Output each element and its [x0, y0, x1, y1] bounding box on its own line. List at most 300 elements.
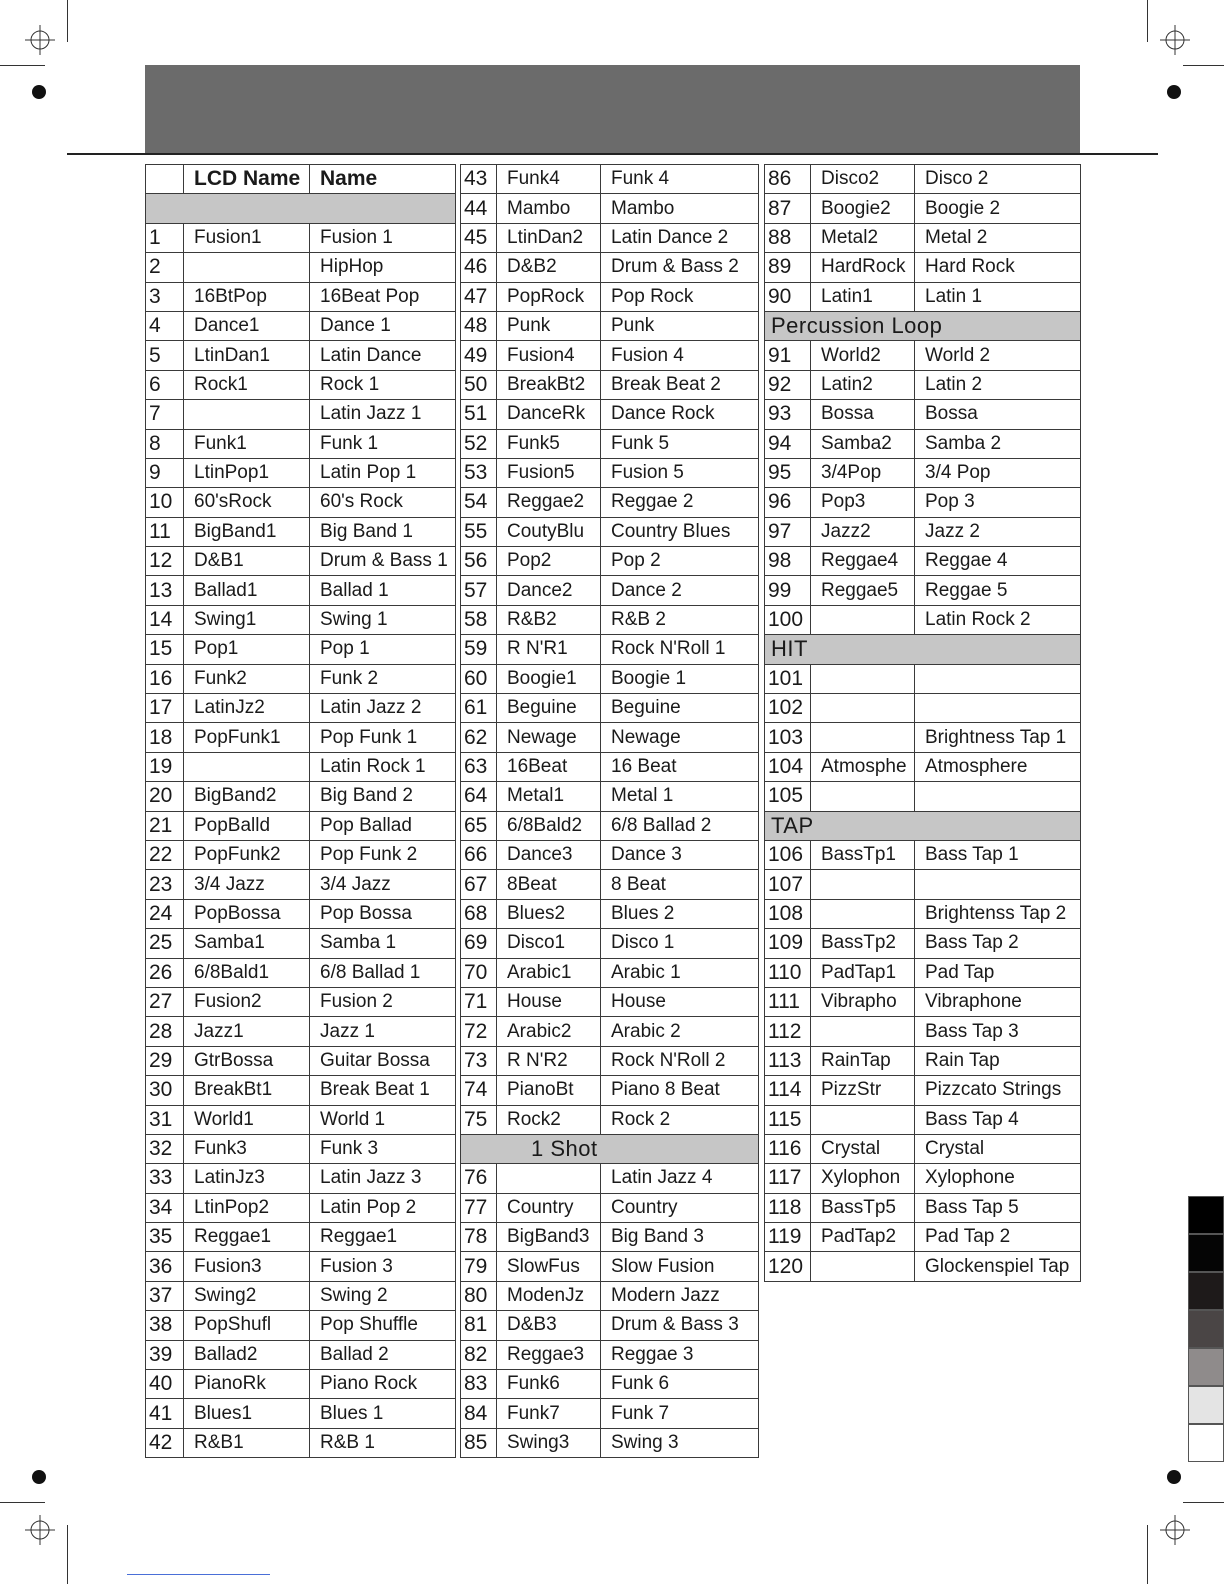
- table-row: [146, 1399, 456, 1428]
- table-row: [765, 1076, 1081, 1105]
- header-name: Name: [310, 165, 456, 194]
- style-number: 44: [461, 194, 497, 223]
- table-row: [765, 341, 1081, 370]
- lcd-name: Funk2: [184, 664, 310, 693]
- lcd-name: Disco1: [497, 929, 601, 958]
- registration-dot-icon: [1167, 85, 1181, 99]
- table-row: [765, 576, 1081, 605]
- crosshair-icon: [25, 1515, 55, 1545]
- section-row-1-shot: [461, 1134, 759, 1163]
- registration-dot-icon: [1167, 1470, 1181, 1484]
- style-number: 15: [146, 635, 184, 664]
- style-number: 29: [146, 1046, 184, 1075]
- lcd-name: Funk4: [497, 165, 601, 194]
- style-name: Arabic 1: [601, 958, 759, 987]
- table-row: [146, 899, 456, 928]
- style-name: Latin Pop 2: [310, 1193, 456, 1222]
- lcd-name: Samba2: [811, 429, 915, 458]
- lcd-name: R N'R1: [497, 635, 601, 664]
- style-name: 16Beat Pop: [310, 282, 456, 311]
- color-swatch: [1188, 1386, 1224, 1424]
- lcd-name: HardRock: [811, 253, 915, 282]
- table-row: [461, 1076, 759, 1105]
- lcd-name: Atmosphe: [811, 752, 915, 781]
- table-row: [146, 723, 456, 752]
- section-label: HIT: [765, 635, 1081, 664]
- table-row: [146, 1046, 456, 1075]
- color-swatch-strip: [1188, 1196, 1224, 1462]
- lcd-name: Bossa: [811, 400, 915, 429]
- style-number: 20: [146, 782, 184, 811]
- table-row: [461, 253, 759, 282]
- color-swatch: [1188, 1310, 1224, 1348]
- table-row: [765, 223, 1081, 252]
- lcd-name: LtinPop2: [184, 1193, 310, 1222]
- lcd-name: Disco2: [811, 165, 915, 194]
- style-name: Disco 2: [915, 165, 1081, 194]
- lcd-name: [811, 723, 915, 752]
- color-swatch: [1188, 1424, 1224, 1462]
- style-name: Pop 3: [915, 488, 1081, 517]
- style-name: Guitar Bossa: [310, 1046, 456, 1075]
- table-row: [461, 370, 759, 399]
- style-name: World 1: [310, 1105, 456, 1134]
- lcd-name: World2: [811, 341, 915, 370]
- table-row: [765, 752, 1081, 781]
- style-number: 22: [146, 840, 184, 869]
- lcd-name: BreakBt1: [184, 1076, 310, 1105]
- style-name: Arabic 2: [601, 1017, 759, 1046]
- style-number: 13: [146, 576, 184, 605]
- style-number: 97: [765, 517, 811, 546]
- table-row: [765, 870, 1081, 899]
- lcd-name: Reggae5: [811, 576, 915, 605]
- style-number: 102: [765, 694, 811, 723]
- lcd-name: 16Beat: [497, 752, 601, 781]
- style-name: Ballad 1: [310, 576, 456, 605]
- style-name: Fusion 1: [310, 223, 456, 252]
- lcd-name: 6/8Bald1: [184, 958, 310, 987]
- style-number: 50: [461, 370, 497, 399]
- blank-section-row: [146, 194, 456, 223]
- lcd-name: Fusion2: [184, 987, 310, 1016]
- style-name: R&B 2: [601, 605, 759, 634]
- style-name: Crystal: [915, 1134, 1081, 1163]
- table-row: [765, 1105, 1081, 1134]
- style-number: 26: [146, 958, 184, 987]
- style-name: Blues 1: [310, 1399, 456, 1428]
- table-row: [146, 458, 456, 487]
- style-name: Latin Pop 1: [310, 458, 456, 487]
- table-row: [146, 929, 456, 958]
- style-number: 24: [146, 899, 184, 928]
- table-row: [765, 429, 1081, 458]
- lcd-name: PopFunk1: [184, 723, 310, 752]
- lcd-name: House: [497, 987, 601, 1016]
- style-name: [915, 782, 1081, 811]
- style-number: 95: [765, 458, 811, 487]
- style-number: 115: [765, 1105, 811, 1134]
- style-name: Jazz 1: [310, 1017, 456, 1046]
- style-name: Ballad 2: [310, 1340, 456, 1369]
- style-name: Pop Funk 1: [310, 723, 456, 752]
- style-number: 31: [146, 1105, 184, 1134]
- table-row: [765, 782, 1081, 811]
- style-name: Pop Ballad: [310, 811, 456, 840]
- style-number: 117: [765, 1164, 811, 1193]
- style-number: 65: [461, 811, 497, 840]
- style-number: 57: [461, 576, 497, 605]
- lcd-name: Metal1: [497, 782, 601, 811]
- style-number: 89: [765, 253, 811, 282]
- lcd-name: Ballad1: [184, 576, 310, 605]
- table-row: [146, 488, 456, 517]
- lcd-name: D&B2: [497, 253, 601, 282]
- table-row: [146, 1340, 456, 1369]
- lcd-name: Pop1: [184, 635, 310, 664]
- lcd-name: Arabic2: [497, 1017, 601, 1046]
- style-number: 81: [461, 1311, 497, 1340]
- style-number: 21: [146, 811, 184, 840]
- lcd-name: Rock2: [497, 1105, 601, 1134]
- table-row: [146, 429, 456, 458]
- table-row: [461, 458, 759, 487]
- style-name: 6/8 Ballad 1: [310, 958, 456, 987]
- style-name: 6/8 Ballad 2: [601, 811, 759, 840]
- style-number: 2: [146, 253, 184, 282]
- lcd-name: BigBand3: [497, 1223, 601, 1252]
- lcd-name: [497, 1164, 601, 1193]
- lcd-name: R N'R2: [497, 1046, 601, 1075]
- lcd-name: BigBand1: [184, 517, 310, 546]
- style-name: Latin Jazz 3: [310, 1164, 456, 1193]
- lcd-name: Country: [497, 1193, 601, 1222]
- style-name: Reggae 5: [915, 576, 1081, 605]
- table-row: [461, 840, 759, 869]
- style-name: Funk 4: [601, 165, 759, 194]
- lcd-name: Punk: [497, 311, 601, 340]
- style-name: Samba 1: [310, 929, 456, 958]
- table-row: [765, 282, 1081, 311]
- style-number: 10: [146, 488, 184, 517]
- lcd-name: Funk7: [497, 1399, 601, 1428]
- table-row: [146, 282, 456, 311]
- style-number: 1: [146, 223, 184, 252]
- style-number: 88: [765, 223, 811, 252]
- style-name: Swing 1: [310, 605, 456, 634]
- table-row: [146, 223, 456, 252]
- style-number: 73: [461, 1046, 497, 1075]
- style-name: Pop Funk 2: [310, 840, 456, 869]
- lcd-name: Fusion5: [497, 458, 601, 487]
- table-row: [146, 1223, 456, 1252]
- style-name: Bass Tap 4: [915, 1105, 1081, 1134]
- style-number: 34: [146, 1193, 184, 1222]
- style-number: 9: [146, 458, 184, 487]
- table-row: [765, 840, 1081, 869]
- style-number: 43: [461, 165, 497, 194]
- lcd-name: Funk6: [497, 1370, 601, 1399]
- style-number: 25: [146, 929, 184, 958]
- table-row: [146, 1281, 456, 1310]
- style-number: 87: [765, 194, 811, 223]
- style-number: 40: [146, 1370, 184, 1399]
- table-row: [461, 341, 759, 370]
- style-name: Metal 1: [601, 782, 759, 811]
- lcd-name: Beguine: [497, 694, 601, 723]
- style-number: 90: [765, 282, 811, 311]
- lcd-name: [811, 870, 915, 899]
- style-number: 39: [146, 1340, 184, 1369]
- style-number: 47: [461, 282, 497, 311]
- style-name: Country: [601, 1193, 759, 1222]
- style-name: Latin Rock 1: [310, 752, 456, 781]
- style-number: 74: [461, 1076, 497, 1105]
- lcd-name: Blues2: [497, 899, 601, 928]
- table-row: [461, 870, 759, 899]
- style-name: World 2: [915, 341, 1081, 370]
- color-swatch: [1188, 1272, 1224, 1310]
- style-name: Bossa: [915, 400, 1081, 429]
- lcd-name: 60'sRock: [184, 488, 310, 517]
- style-number: 35: [146, 1223, 184, 1252]
- style-number: 55: [461, 517, 497, 546]
- lcd-name: Fusion1: [184, 223, 310, 252]
- table-row: [461, 1164, 759, 1193]
- lcd-name: BassTp1: [811, 840, 915, 869]
- style-name: Hard Rock: [915, 253, 1081, 282]
- table-row: [461, 517, 759, 546]
- lcd-name: Dance2: [497, 576, 601, 605]
- style-number: 67: [461, 870, 497, 899]
- style-name: Drum & Bass 2: [601, 253, 759, 282]
- style-name: Blues 2: [601, 899, 759, 928]
- table-row: [765, 929, 1081, 958]
- lcd-name: [811, 605, 915, 634]
- lcd-name: Latin1: [811, 282, 915, 311]
- lcd-name: Swing1: [184, 605, 310, 634]
- style-name: 3/4 Pop: [915, 458, 1081, 487]
- style-number: 70: [461, 958, 497, 987]
- style-number: 63: [461, 752, 497, 781]
- table-row: [765, 253, 1081, 282]
- style-name: Disco 1: [601, 929, 759, 958]
- lcd-name: BreakBt2: [497, 370, 601, 399]
- lcd-name: [811, 782, 915, 811]
- table-row: [146, 605, 456, 634]
- style-name: Atmosphere: [915, 752, 1081, 781]
- style-name: Rock 2: [601, 1105, 759, 1134]
- lcd-name: D&B1: [184, 547, 310, 576]
- table-row: [146, 1370, 456, 1399]
- lcd-name: PopFunk2: [184, 840, 310, 869]
- style-number: 38: [146, 1311, 184, 1340]
- style-name: Brightness Tap 1: [915, 723, 1081, 752]
- style-name: Pad Tap 2: [915, 1223, 1081, 1252]
- style-number: 27: [146, 987, 184, 1016]
- lcd-name: BigBand2: [184, 782, 310, 811]
- style-number: 64: [461, 782, 497, 811]
- header-lcd-name: LCD Name: [184, 165, 310, 194]
- style-number: 113: [765, 1046, 811, 1075]
- style-name: Dance 2: [601, 576, 759, 605]
- style-number: 32: [146, 1134, 184, 1163]
- table-row: [461, 1193, 759, 1222]
- style-name: Bass Tap 2: [915, 929, 1081, 958]
- lcd-name: Reggae4: [811, 547, 915, 576]
- table-row: [765, 1164, 1081, 1193]
- style-name: Modern Jazz: [601, 1281, 759, 1310]
- table-row: [765, 165, 1081, 194]
- table-row: [461, 488, 759, 517]
- style-number: 120: [765, 1252, 811, 1281]
- drum-table-column-3: [764, 164, 1081, 1282]
- style-name: Newage: [601, 723, 759, 752]
- style-name: Fusion 2: [310, 987, 456, 1016]
- style-name: Latin Jazz 2: [310, 694, 456, 723]
- style-number: 93: [765, 400, 811, 429]
- style-number: 71: [461, 987, 497, 1016]
- table-row: [461, 635, 759, 664]
- lcd-name: LtinDan1: [184, 341, 310, 370]
- style-number: 84: [461, 1399, 497, 1428]
- table-row: [765, 987, 1081, 1016]
- table-row: [461, 1399, 759, 1428]
- lcd-name: Samba1: [184, 929, 310, 958]
- table-row: [461, 194, 759, 223]
- style-number: 66: [461, 840, 497, 869]
- style-name: Dance Rock: [601, 400, 759, 429]
- table-row: [146, 694, 456, 723]
- style-name: Pop Shuffle: [310, 1311, 456, 1340]
- lcd-name: 6/8Bald2: [497, 811, 601, 840]
- lcd-name: [811, 1252, 915, 1281]
- style-name: Rain Tap: [915, 1046, 1081, 1075]
- lcd-name: Mambo: [497, 194, 601, 223]
- style-number: 56: [461, 547, 497, 576]
- table-row: [765, 1134, 1081, 1163]
- style-name: Big Band 3: [601, 1223, 759, 1252]
- lcd-name: PopBalld: [184, 811, 310, 840]
- table-row: [146, 547, 456, 576]
- style-number: 106: [765, 840, 811, 869]
- style-name: Pad Tap: [915, 958, 1081, 987]
- table-row: [146, 341, 456, 370]
- style-name: Mambo: [601, 194, 759, 223]
- style-name: Piano Rock: [310, 1370, 456, 1399]
- style-name: Latin 1: [915, 282, 1081, 311]
- lcd-name: [184, 253, 310, 282]
- style-number: 5: [146, 341, 184, 370]
- table-row: [461, 1370, 759, 1399]
- style-name: 16 Beat: [601, 752, 759, 781]
- style-number: 99: [765, 576, 811, 605]
- table-row: [146, 870, 456, 899]
- style-name: Glockenspiel Tap: [915, 1252, 1081, 1281]
- style-number: 68: [461, 899, 497, 928]
- bottom-rule: [127, 1574, 270, 1575]
- lcd-name: CoutyBlu: [497, 517, 601, 546]
- table-row: [146, 1076, 456, 1105]
- style-number: 7: [146, 400, 184, 429]
- style-number: 86: [765, 165, 811, 194]
- lcd-name: PizzStr: [811, 1076, 915, 1105]
- table-row: [461, 1223, 759, 1252]
- style-name: Funk 1: [310, 429, 456, 458]
- style-number: 85: [461, 1428, 497, 1457]
- style-name: Metal 2: [915, 223, 1081, 252]
- lcd-name: RainTap: [811, 1046, 915, 1075]
- style-name: Latin Jazz 1: [310, 400, 456, 429]
- table-row: [461, 1017, 759, 1046]
- lcd-name: Dance1: [184, 311, 310, 340]
- table-row: [765, 1252, 1081, 1281]
- style-name: Break Beat 1: [310, 1076, 456, 1105]
- style-number: 78: [461, 1223, 497, 1252]
- section-label: 1 Shot: [461, 1134, 759, 1163]
- style-name: Reggae 3: [601, 1340, 759, 1369]
- lcd-name: Reggae3: [497, 1340, 601, 1369]
- style-name: Funk 3: [310, 1134, 456, 1163]
- style-name: HipHop: [310, 253, 456, 282]
- lcd-name: Boogie2: [811, 194, 915, 223]
- style-name: 3/4 Jazz: [310, 870, 456, 899]
- style-name: R&B 1: [310, 1428, 456, 1457]
- style-number: 6: [146, 370, 184, 399]
- style-name: Funk 5: [601, 429, 759, 458]
- style-name: Beguine: [601, 694, 759, 723]
- table-row: [461, 576, 759, 605]
- lcd-name: D&B3: [497, 1311, 601, 1340]
- style-name: Slow Fusion: [601, 1252, 759, 1281]
- lcd-name: Funk1: [184, 429, 310, 458]
- style-name: Dance 3: [601, 840, 759, 869]
- table-row: [461, 694, 759, 723]
- lcd-name: Funk3: [184, 1134, 310, 1163]
- style-name: Jazz 2: [915, 517, 1081, 546]
- table-row: [461, 429, 759, 458]
- table-row: [146, 752, 456, 781]
- style-number: 92: [765, 370, 811, 399]
- table-row: [765, 370, 1081, 399]
- lcd-name: Latin2: [811, 370, 915, 399]
- lcd-name: Metal2: [811, 223, 915, 252]
- style-name: Pop Rock: [601, 282, 759, 311]
- style-number: 42: [146, 1428, 184, 1457]
- lcd-name: Swing2: [184, 1281, 310, 1310]
- lcd-name: Fusion3: [184, 1252, 310, 1281]
- style-name: Big Band 1: [310, 517, 456, 546]
- style-number: 96: [765, 488, 811, 517]
- lcd-name: LatinJz3: [184, 1164, 310, 1193]
- table-row: [146, 782, 456, 811]
- lcd-name: [811, 1105, 915, 1134]
- style-number: 53: [461, 458, 497, 487]
- lcd-name: LtinPop1: [184, 458, 310, 487]
- style-number: 103: [765, 723, 811, 752]
- table-row: [765, 664, 1081, 693]
- lcd-name: Xylophon: [811, 1164, 915, 1193]
- style-number: 112: [765, 1017, 811, 1046]
- table-row: [461, 165, 759, 194]
- style-name: Xylophone: [915, 1164, 1081, 1193]
- lcd-name: [184, 400, 310, 429]
- style-name: Latin 2: [915, 370, 1081, 399]
- table-row: [461, 929, 759, 958]
- style-number: 79: [461, 1252, 497, 1281]
- style-number: 104: [765, 752, 811, 781]
- lcd-name: Blues1: [184, 1399, 310, 1428]
